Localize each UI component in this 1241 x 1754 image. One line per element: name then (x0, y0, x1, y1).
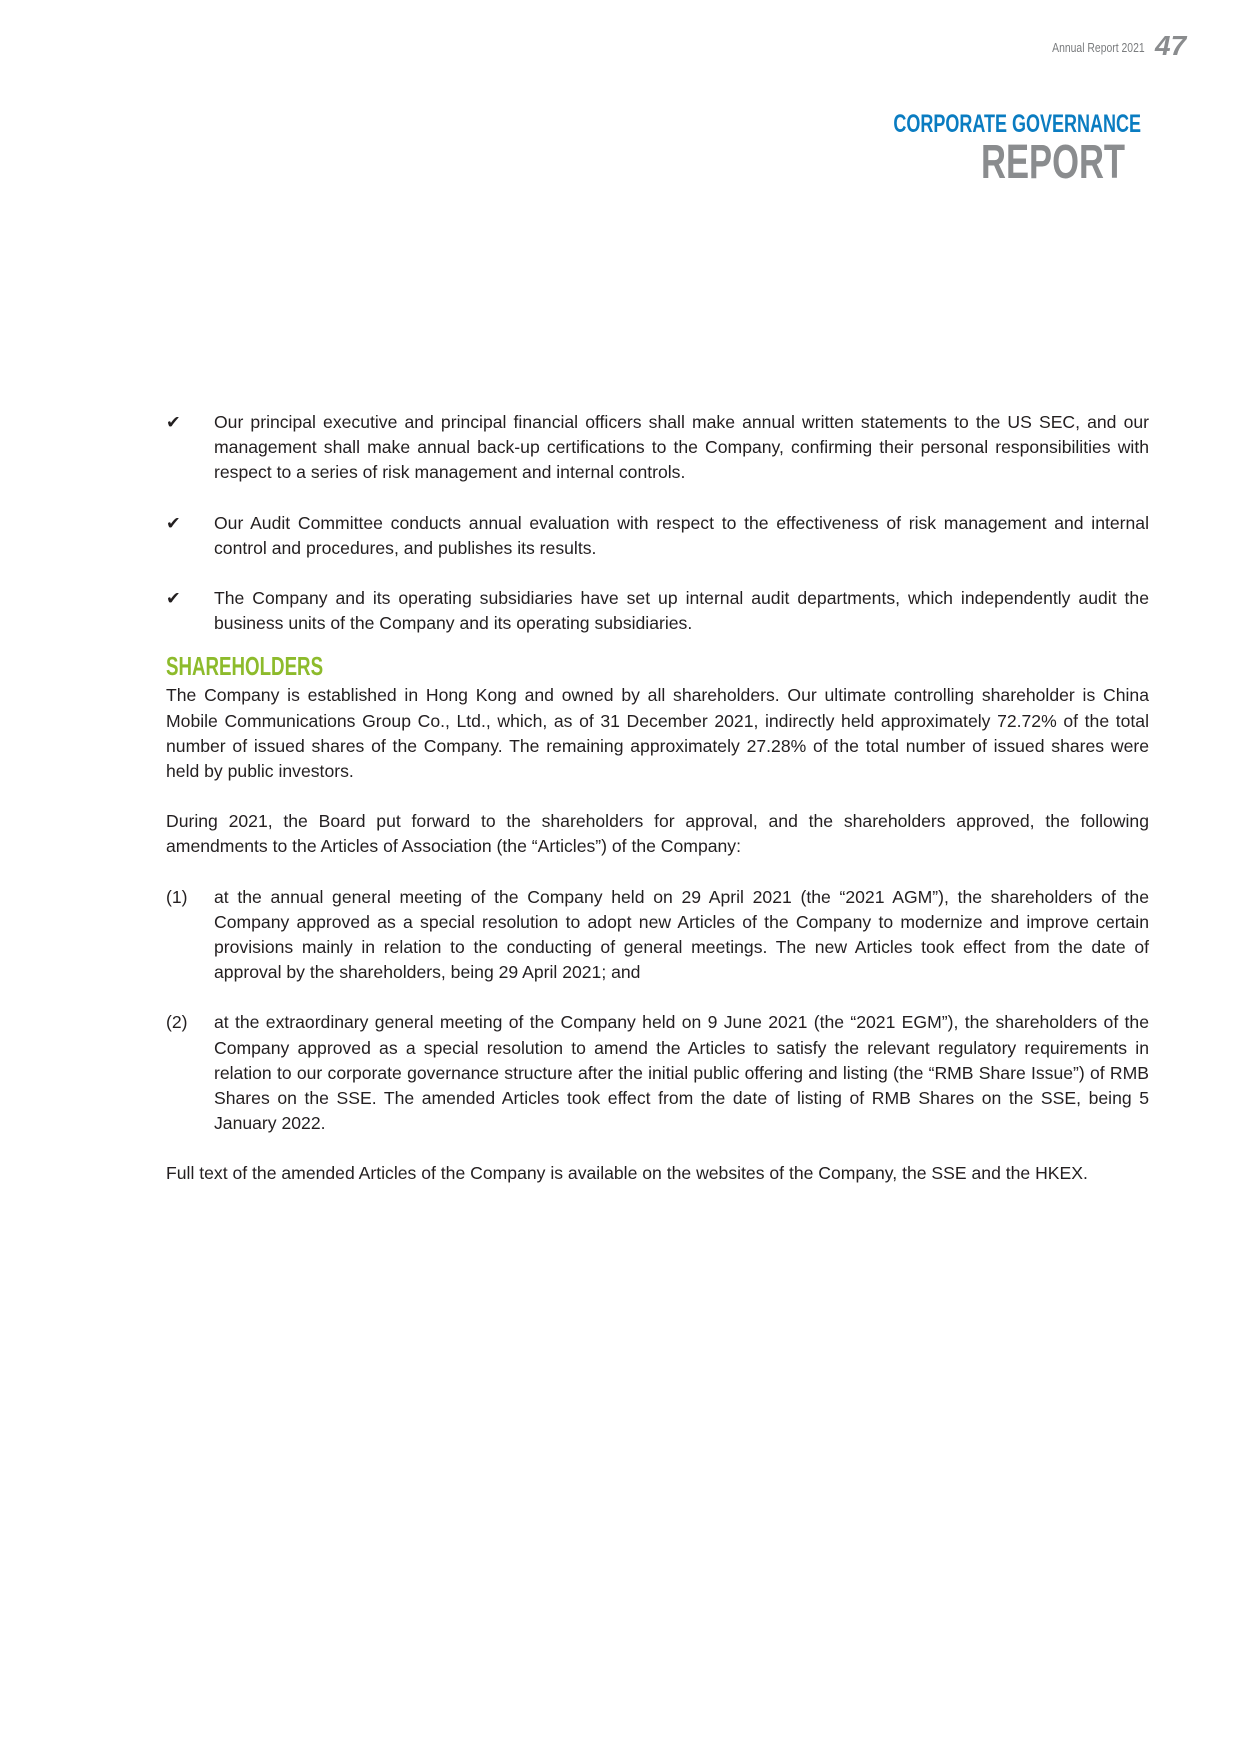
section-title-line1: CORPORATE GOVERNANCE (893, 110, 1141, 138)
bullet-text: The Company and its operating subsidiaries have set up internal audit departments, which independently audit the business units of the Company and its operating subsidiaries. (214, 588, 1149, 634)
section-heading: SHAREHOLDERS (166, 651, 324, 682)
item-text: at the extraordinary general meeting of the Company held on 9 June 2021 (the “2021 EGM”), the shareholders of the Company approved as a special resolution to amend the Articles to satisfy the relevant regulatory requirements in relation to our corporate governance structure after the initial public offering and listing (the “RMB Share Issue”) of RMB Shares on the SSE. The amended Articles took effect from the date of listing of RMB Shares on the SSE, being 5 January 2022. (214, 1012, 1149, 1134)
paragraph: During 2021, the Board put forward to the shareholders for approval, and the shareholders approved, the following amendments to the Articles of Association (the “Articles”) of the Company: (166, 811, 1149, 857)
page-number: 47 (1155, 30, 1187, 61)
bullet-item (166, 586, 1149, 636)
checkmark-icon: ✔ (166, 512, 181, 533)
item-number: (2) (166, 1012, 188, 1033)
bullet-text: Our principal executive and principal financial officers shall make annual written statements to the US SEC, and our management shall make annual back-up certifications to the Company, confirming their personal responsibilities with respect to a series of risk management and internal controls. (214, 412, 1149, 483)
numbered-item (166, 1010, 1149, 1136)
item-number: (1) (166, 886, 188, 907)
body-content (166, 410, 1149, 1212)
bullet-text: Our Audit Committee conducts annual evaluation with respect to the effectiveness of risk management and internal control and procedures, and publishes its results. (214, 512, 1149, 558)
checkmark-icon: ✔ (166, 588, 181, 609)
section-title-line2: REPORT (980, 136, 1125, 189)
checkmark-icon: ✔ (166, 412, 181, 432)
paragraph: The Company is established in Hong Kong and owned by all shareholders. Our ultimate controlling shareholder is China Mobile Communications Group Co., Ltd., which, as of 31 December 2021, indirectly held approximately 72.72% of the total number of issued shares of the Company. The remaining approximately 27.28% of the total number of issued shares were held by public investors. (166, 685, 1149, 782)
paragraph: Full text of the amended Articles of the Company is available on the websites of the Company, the SSE and the HKEX. (166, 1163, 1088, 1184)
bullet-item (166, 511, 1149, 561)
item-text: at the annual general meeting of the Company held on 29 April 2021 (the “2021 AGM”), the shareholders of the Company approved as a special resolution to adopt new Articles of the Company to modernize and improve certain provisions mainly in relation to the conducting of general meetings. The new Articles took effect from the date of approval by the shareholders, being 29 April 2021; and (214, 886, 1149, 983)
bullet-item (166, 410, 1149, 486)
report-label: Annual Report 2021 (1052, 40, 1145, 55)
numbered-item (166, 885, 1149, 986)
